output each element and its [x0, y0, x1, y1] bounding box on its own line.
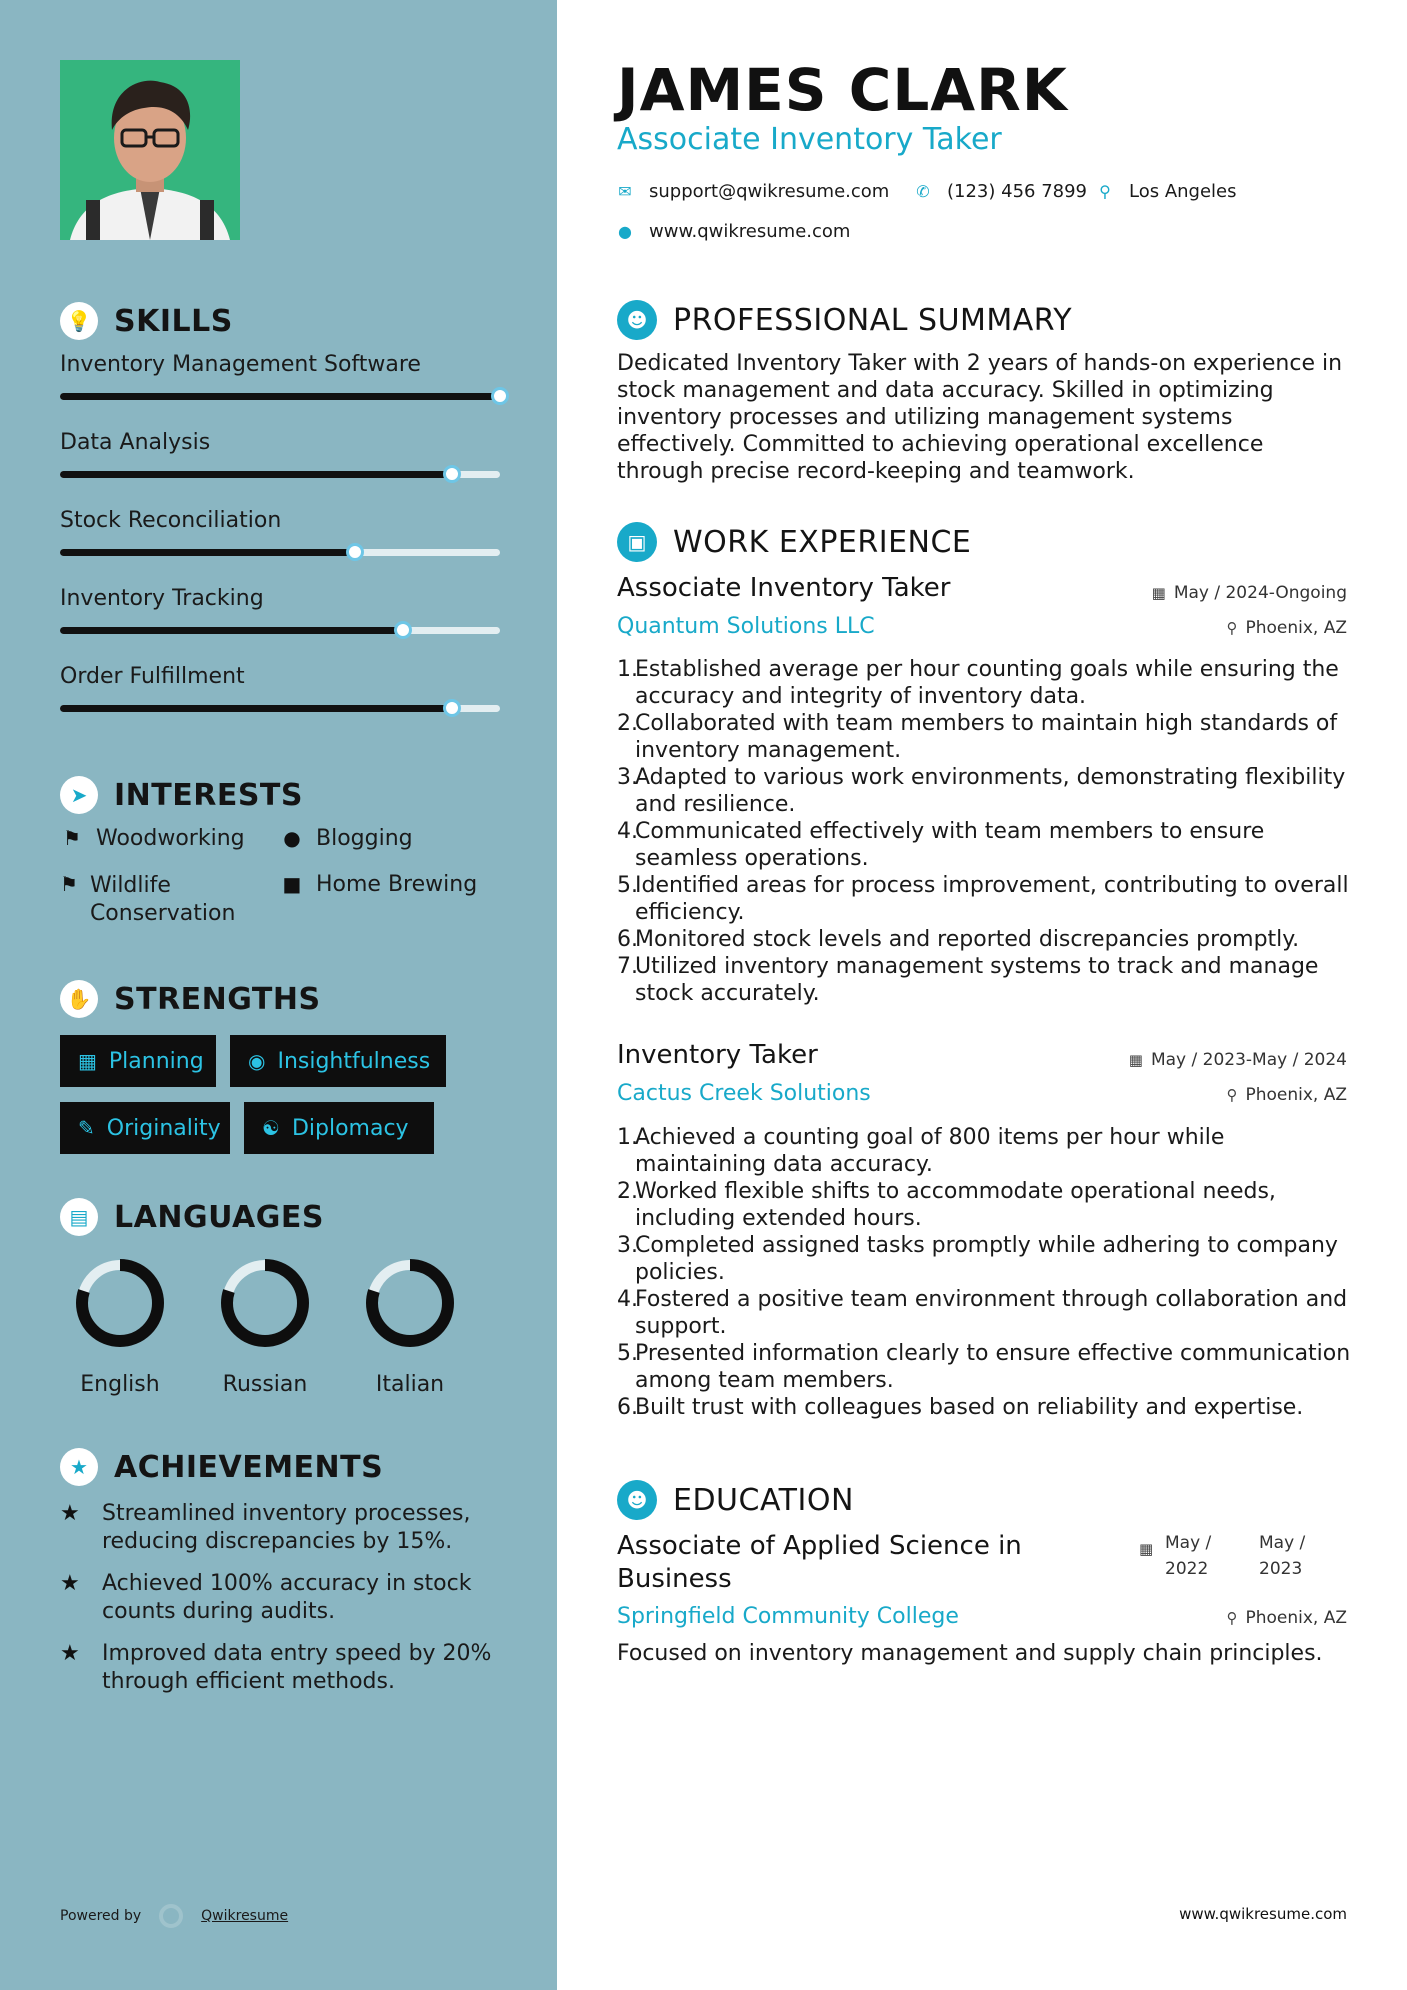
skill-fill [60, 549, 355, 556]
hand-icon: ✋ [60, 980, 98, 1018]
job-title: Associate Inventory Taker [617, 573, 951, 603]
summary-title: PROFESSIONAL SUMMARY [673, 302, 1073, 338]
user-icon: ☻ [617, 300, 657, 340]
bullet-item: 5. Presented information clearly to ensure effective communication among team members. [617, 1340, 1357, 1394]
skill-item [60, 664, 500, 712]
star-icon: ★ [60, 1641, 80, 1666]
candidate-name: JAMES CLARK [617, 56, 1068, 124]
pencil-icon: ✎ [78, 1116, 95, 1140]
skill-label: Order Fulfillment [60, 664, 245, 689]
language-card-icon: ▤ [60, 1198, 98, 1236]
achievements-heading [60, 1448, 383, 1486]
skill-knob [443, 465, 461, 483]
interests-title: INTERESTS [114, 777, 303, 813]
language-ring [218, 1256, 312, 1350]
calendar-icon: ▦ [1139, 1540, 1154, 1558]
bullet-text: Completed assigned tasks promptly while adhering to company policies. [635, 1233, 1338, 1285]
strength-tag [60, 1035, 216, 1087]
eye-icon: ◉ [248, 1049, 266, 1073]
calendar-icon: ▦ [1128, 1051, 1143, 1069]
interest-label: Woodworking [96, 826, 245, 851]
strength-label: Insightfulness [277, 1048, 431, 1074]
skill-item [60, 586, 500, 634]
edu-calendar [1139, 1540, 1161, 1558]
strength-label: Originality [106, 1115, 221, 1141]
achievement-text: Streamlined inventory processes, reducing discrepancies by 15%. [102, 1501, 471, 1554]
language-ring [73, 1256, 167, 1350]
bullet-text: Adapted to various work environments, demonstrating flexibility and resilience. [635, 765, 1346, 817]
star-badge-icon: ★ [60, 1448, 98, 1486]
strengths-heading [60, 980, 321, 1018]
bullet-text: Established average per hour counting goals while ensuring the accuracy and integrity of inventory data. [635, 657, 1339, 709]
language-label: Russian [222, 1372, 308, 1397]
job-location [1226, 618, 1347, 638]
skill-item [60, 430, 500, 478]
language-item [205, 1256, 325, 1397]
bullet-item: 7. Utilized inventory management systems to track and manage stock accurately. [617, 953, 1357, 1007]
graduation-icon: ☻ [617, 1480, 657, 1520]
strength-tag [60, 1102, 230, 1154]
powered-by [60, 1904, 288, 1928]
puzzle-icon: ■ [282, 872, 302, 896]
paper-plane-icon: ➤ [60, 776, 98, 814]
qwikresume-logo-icon [159, 1904, 183, 1928]
degree-title: Associate of Applied Science in Business [617, 1531, 1022, 1594]
skill-label: Data Analysis [60, 430, 211, 455]
bullet-text: Built trust with colleagues based on reliability and expertise. [635, 1395, 1304, 1420]
interest-item [280, 826, 413, 851]
star-icon: ★ [60, 1501, 80, 1526]
language-item [60, 1256, 180, 1397]
school-name: Springfield Community College [617, 1604, 959, 1629]
skill-fill [60, 393, 500, 400]
achievement-item [60, 1500, 520, 1556]
bullet-item: 6. Monitored stock levels and reported discrepancies promptly. [617, 927, 1300, 952]
skill-knob [346, 543, 364, 561]
main-content [557, 0, 1407, 1990]
bullet-text: Utilized inventory management systems to track and manage stock accurately. [635, 954, 1319, 1006]
bullet-text: Worked flexible shifts to accommodate operational needs, including extended hours. [635, 1179, 1276, 1231]
website-text: www.qwikresume.com [649, 221, 851, 242]
handshake-icon: ☯ [262, 1116, 280, 1140]
strength-label: Planning [108, 1048, 204, 1074]
languages-heading [60, 1198, 324, 1236]
bullet-item: 1. Established average per hour counting goals while ensuring the accuracy and integrity of inventory data. [617, 656, 1357, 710]
strength-label: Diplomacy [291, 1115, 409, 1141]
bullet-text: Collaborated with team members to maintain high standards of inventory management. [635, 711, 1338, 763]
job-company: Cactus Creek Solutions [617, 1081, 871, 1106]
contact-phone[interactable] [915, 181, 1087, 202]
languages-title: LANGUAGES [114, 1199, 324, 1235]
sidebar [0, 0, 557, 1990]
skill-knob [394, 621, 412, 639]
job-location [1226, 1085, 1347, 1105]
bullet-item: 6. Built trust with colleagues based on reliability and expertise. [617, 1395, 1304, 1420]
bullet-text: Communicated effectively with team members to ensure seamless operations. [635, 819, 1265, 871]
skill-fill [60, 705, 452, 712]
skill-item [60, 508, 500, 556]
profile-photo [60, 60, 240, 240]
education-title: EDUCATION [673, 1482, 854, 1518]
strength-tag [244, 1102, 434, 1154]
flag-icon: ⚑ [60, 872, 78, 896]
edu-end-date: May / 2023 [1259, 1533, 1306, 1579]
achievement-item [60, 1640, 520, 1696]
skill-knob [491, 387, 509, 405]
pin-icon: ⚲ [1226, 1086, 1238, 1104]
bullet-text: Fostered a positive team environment through collaboration and support. [635, 1287, 1348, 1339]
achievement-text: Achieved 100% accuracy in stock counts during audits. [102, 1571, 472, 1624]
edu-location [1226, 1608, 1347, 1628]
bullet-item: 5. Identified areas for process improvement, contributing to overall efficiency. [617, 872, 1357, 926]
interest-label: Home Brewing [316, 872, 478, 897]
job-location-text: Phoenix, AZ [1245, 618, 1347, 638]
lightbulb-icon: 💡 [60, 302, 98, 340]
skills-title: SKILLS [114, 303, 233, 339]
summary-text: Dedicated Inventory Taker with 2 years of hands-on experience in stock management and data accuracy. Skilled in optimizing inventory processes and utilizing management systems effectively. Committed to achieving operational excellence through precise record-keeping and teamwork. [617, 351, 1343, 484]
language-label: Italian [375, 1372, 445, 1397]
bullet-item: 2. Worked flexible shifts to accommodate operational needs, including extended hours. [617, 1178, 1357, 1232]
experience-heading [617, 522, 971, 562]
job-company: Quantum Solutions LLC [617, 614, 875, 639]
contact-website[interactable] [617, 221, 850, 242]
contact-email[interactable] [617, 181, 889, 202]
interest-item [60, 826, 245, 851]
skill-fill [60, 471, 452, 478]
edu-start-date: May / 2022 [1165, 1533, 1212, 1579]
brand-link[interactable]: Qwikresume [201, 1908, 289, 1924]
bullet-item: 1. Achieved a counting goal of 800 items per hour while maintaining data accuracy. [617, 1124, 1357, 1178]
briefcase-chair-icon: ▣ [617, 522, 657, 562]
globe-icon: ● [618, 222, 632, 241]
powered-by-label: Powered by [60, 1908, 142, 1924]
strength-tag [230, 1035, 446, 1087]
footer-url[interactable]: www.qwikresume.com [1179, 1905, 1347, 1923]
job-bullets [617, 656, 1357, 1007]
achievement-text: Improved data entry speed by 20% through efficient methods. [102, 1641, 492, 1694]
education-description: Focused on inventory management and supply chain principles. [617, 1641, 1323, 1666]
edu-location-text: Phoenix, AZ [1245, 1608, 1347, 1628]
map-pin-icon: ⚲ [1099, 182, 1111, 201]
bullet-text: Presented information clearly to ensure effective communication among team members. [635, 1341, 1351, 1393]
contact-location [1097, 181, 1237, 202]
language-item [350, 1256, 470, 1397]
interest-label: Blogging [316, 826, 413, 851]
phone-text: (123) 456 7899 [947, 181, 1088, 202]
skill-bar [60, 393, 500, 400]
skill-knob [443, 699, 461, 717]
experience-title: WORK EXPERIENCE [673, 524, 972, 560]
interest-item [60, 872, 260, 928]
bullet-item: 3. Adapted to various work environments, demonstrating flexibility and resilience. [617, 764, 1357, 818]
interest-label: Wildlife Conservation [89, 873, 236, 926]
education-heading [617, 1480, 854, 1520]
job-location-text: Phoenix, AZ [1245, 1085, 1347, 1105]
bullet-text: Achieved a counting goal of 800 items per hour while maintaining data accuracy. [635, 1125, 1225, 1177]
bullet-item: 4. Fostered a positive team environment through collaboration and support. [617, 1286, 1357, 1340]
pin-icon: ⚲ [1226, 1609, 1238, 1627]
bullet-text: Identified areas for process improvement, contributing to overall efficiency. [635, 873, 1349, 925]
calendar-icon: ▦ [1151, 584, 1166, 602]
skill-label: Stock Reconciliation [60, 508, 282, 533]
candidate-role: Associate Inventory Taker [617, 122, 1002, 157]
achievements-title: ACHIEVEMENTS [114, 1449, 384, 1485]
skill-fill [60, 627, 403, 634]
summary-heading [617, 300, 1072, 340]
pin-icon: ⚲ [1226, 619, 1238, 637]
phone-icon: ✆ [916, 182, 930, 201]
star-icon: ★ [60, 1571, 80, 1596]
interests-heading [60, 776, 303, 814]
language-ring [363, 1256, 457, 1350]
skill-label: Inventory Tracking [60, 586, 264, 611]
bullet-text: Monitored stock levels and reported discrepancies promptly. [635, 927, 1300, 952]
megaphone-icon: ⚑ [63, 826, 81, 850]
job-dates [1129, 1050, 1347, 1070]
bullet-item: 3. Completed assigned tasks promptly while adhering to company policies. [617, 1232, 1357, 1286]
skills-heading [60, 302, 233, 340]
achievement-item [60, 1570, 520, 1626]
strengths-title: STRENGTHS [114, 981, 321, 1017]
email-text: support@qwikresume.com [649, 181, 890, 202]
users-icon: ● [283, 826, 301, 850]
job-dates-text: May / 2024-Ongoing [1173, 583, 1347, 603]
location-text: Los Angeles [1129, 181, 1237, 202]
bullet-item: 4. Communicated effectively with team members to ensure seamless operations. [617, 818, 1357, 872]
skill-bar [60, 705, 500, 712]
calendar-icon: ▦ [78, 1049, 97, 1073]
language-label: English [80, 1372, 160, 1397]
job-title: Inventory Taker [617, 1040, 818, 1070]
skill-bar [60, 627, 500, 634]
envelope-icon: ✉ [618, 182, 632, 201]
job-dates [1152, 583, 1347, 603]
skill-bar [60, 549, 500, 556]
bullet-item: 2. Collaborated with team members to maintain high standards of inventory management. [617, 710, 1357, 764]
job-bullets [617, 1124, 1357, 1421]
skill-item [60, 352, 500, 400]
skill-label: Inventory Management Software [60, 352, 421, 377]
interest-item [280, 872, 477, 897]
skill-bar [60, 471, 500, 478]
job-dates-text: May / 2023-May / 2024 [1150, 1050, 1347, 1070]
